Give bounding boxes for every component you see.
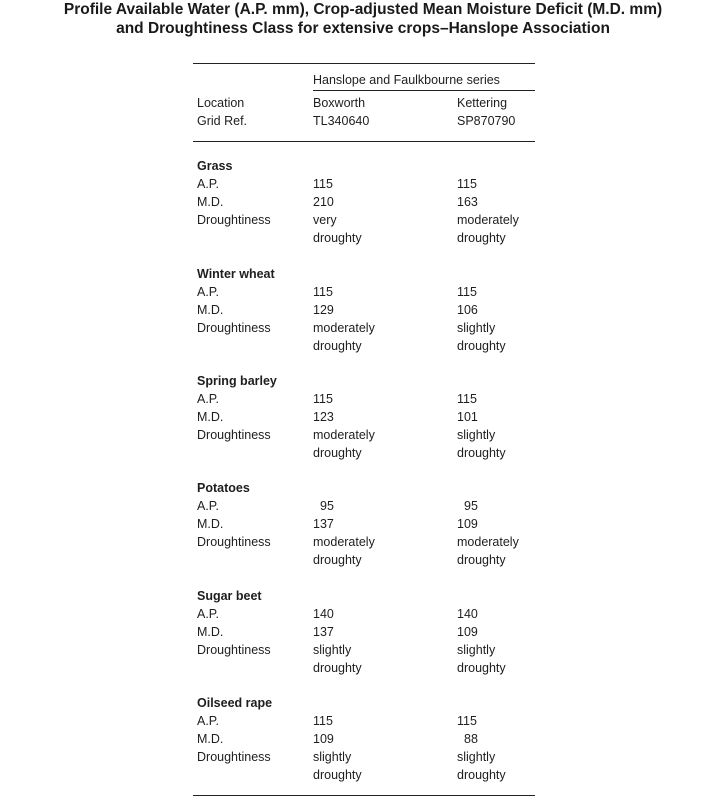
droughtiness-value-line-2: droughty <box>313 446 362 460</box>
crop-name: Grass <box>197 159 233 173</box>
md-value: 137 <box>313 517 334 531</box>
droughtiness-value: moderately <box>457 535 519 549</box>
md-label: M.D. <box>197 195 224 209</box>
droughtiness-value: slightly <box>457 428 496 442</box>
ap-label: A.P. <box>197 714 220 728</box>
droughtiness-label: Droughtiness <box>197 428 271 442</box>
md-value: 109 <box>457 517 478 531</box>
location-label: Location <box>197 96 245 110</box>
ap-label: A.P. <box>197 177 220 191</box>
ap-label: A.P. <box>197 285 220 299</box>
droughtiness-value-line-2: droughty <box>457 553 506 567</box>
md-value: 109 <box>313 732 334 746</box>
site-name-boxworth: Boxworth <box>313 96 366 110</box>
ap-value: 115 <box>313 392 333 406</box>
ap-value: 115 <box>313 714 333 728</box>
droughtiness-label: Droughtiness <box>197 213 271 227</box>
md-value: 101 <box>457 410 478 424</box>
crop-name: Sugar beet <box>197 589 262 603</box>
md-value: 129 <box>313 303 334 317</box>
md-value: 106 <box>457 303 478 317</box>
site-grid-boxworth: TL340640 <box>313 114 370 128</box>
crop-name: Spring barley <box>197 374 277 388</box>
table-title-line-1: Profile Available Water (A.P. mm), Crop-adjusted Mean Moisture Deficit (M.D. mm) <box>63 1 663 18</box>
droughtiness-value: slightly <box>457 750 496 764</box>
ap-value: 115 <box>313 177 333 191</box>
droughtiness-value: moderately <box>313 321 375 335</box>
site-name-kettering: Kettering <box>457 96 508 110</box>
top-rule <box>193 63 535 64</box>
droughtiness-value-line-2: droughty <box>457 768 506 782</box>
droughtiness-value: slightly <box>313 750 352 764</box>
md-value: 137 <box>313 625 334 639</box>
bottom-rule <box>193 795 535 796</box>
droughtiness-value: slightly <box>457 643 496 657</box>
md-value: 210 <box>313 195 334 209</box>
ap-label: A.P. <box>197 607 220 621</box>
droughtiness-value: moderately <box>457 213 519 227</box>
site-grid-kettering: SP870790 <box>457 114 516 128</box>
md-value: 88 <box>464 732 478 746</box>
md-label: M.D. <box>197 732 224 746</box>
droughtiness-value: moderately <box>313 428 375 442</box>
ap-value: 115 <box>457 177 477 191</box>
md-label: M.D. <box>197 303 224 317</box>
droughtiness-value: very <box>313 213 337 227</box>
droughtiness-value-line-2: droughty <box>313 339 362 353</box>
ap-value: 115 <box>457 392 477 406</box>
series-header-rule <box>313 90 535 91</box>
md-label: M.D. <box>197 517 224 531</box>
droughtiness-label: Droughtiness <box>197 321 271 335</box>
md-value: 163 <box>457 195 478 209</box>
droughtiness-value-line-2: droughty <box>457 446 506 460</box>
crop-name: Winter wheat <box>197 267 275 281</box>
md-value: 109 <box>457 625 478 639</box>
droughtiness-value-line-2: droughty <box>313 231 362 245</box>
ap-value: 95 <box>320 499 334 513</box>
droughtiness-value-line-2: droughty <box>457 339 506 353</box>
ap-value: 115 <box>313 285 333 299</box>
ap-value: 140 <box>457 607 478 621</box>
crop-name: Oilseed rape <box>197 696 273 710</box>
header-rule <box>193 141 535 142</box>
droughtiness-value-line-2: droughty <box>457 661 506 675</box>
droughtiness-value: moderately <box>313 535 375 549</box>
md-label: M.D. <box>197 410 224 424</box>
droughtiness-label: Droughtiness <box>197 643 271 657</box>
ap-value: 95 <box>464 499 478 513</box>
ap-value: 140 <box>313 607 334 621</box>
crop-name: Potatoes <box>197 481 250 495</box>
droughtiness-label: Droughtiness <box>197 535 271 549</box>
md-value: 123 <box>313 410 334 424</box>
droughtiness-value-line-2: droughty <box>313 553 362 567</box>
table-title-line-2: and Droughtiness Class for extensive crops–Hanslope Association <box>116 20 610 37</box>
droughtiness-value: slightly <box>313 643 352 657</box>
droughtiness-value: slightly <box>457 321 496 335</box>
md-label: M.D. <box>197 625 224 639</box>
ap-label: A.P. <box>197 499 220 513</box>
gridref-label: Grid Ref. <box>197 114 248 128</box>
droughtiness-value-line-2: droughty <box>313 768 362 782</box>
droughtiness-value-line-2: droughty <box>457 231 506 245</box>
series-header: Hanslope and Faulkbourne series <box>313 73 500 87</box>
ap-value: 115 <box>457 714 477 728</box>
droughtiness-label: Droughtiness <box>197 750 271 764</box>
droughtiness-value-line-2: droughty <box>313 661 362 675</box>
ap-value: 115 <box>457 285 477 299</box>
ap-label: A.P. <box>197 392 220 406</box>
